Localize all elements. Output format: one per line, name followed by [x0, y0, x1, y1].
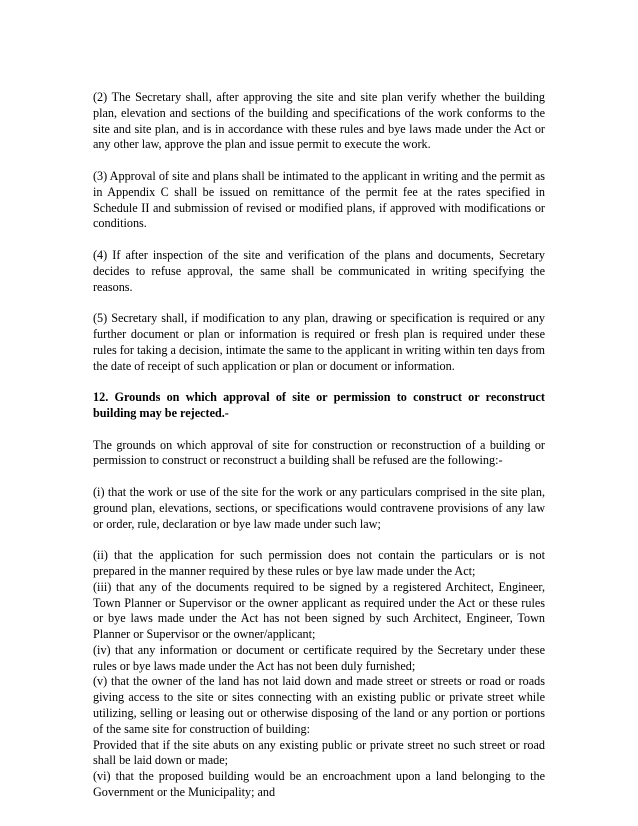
proviso: Provided that if the site abuts on any existing public or private street no such street or road shall be laid down or made;: [93, 737, 545, 768]
ground-iv: (iv) that any information or document or certificate required by the Secretary under these rules or bye laws made under the Act has not been duly furnished;: [93, 642, 545, 673]
ground-v: (v) that the owner of the land has not laid down and made street or streets or road or roads giving access to the site or sites connecting with an existing public or private street while utilizing, selling or leasing out or otherwise disposing of the land or any portion or portions of the same site for construction of building:: [93, 674, 545, 736]
section-heading: 12. Grounds on which approval of site or permission to construct or reconstruct building may be rejected.-: [93, 390, 545, 420]
paragraph-5: (5) Secretary shall, if modification to any plan, drawing or specification is required or any further document or plan or information is required or fresh plan is required under these rules for taking a decision, intimate the same to the applicant in writing within ten days from the date of receipt of such application or plan or document or information.: [93, 311, 545, 373]
document-page: [93, 90, 545, 801]
ground-vi: (vi) that the proposed building would be an encroachment upon a land belonging to the Government or the Municipality; and: [93, 769, 545, 800]
ground-ii: (ii) that the application for such permission does not contain the particulars or is not prepared in the manner required by these rules or bye law made under the Act;: [93, 548, 545, 578]
section-intro: The grounds on which approval of site for construction or reconstruction of a building or permission to construct or reconstruct a building shall be refused are the following:-: [93, 437, 545, 468]
grounds-list: [93, 548, 545, 801]
paragraph-4: (4) If after inspection of the site and verification of the plans and documents, Secretary decides to refuse approval, the same shall be communicated in writing specifying the reasons.: [93, 247, 545, 294]
ground-i: (i) that the work or use of the site for the work or any particulars comprised in the site plan, ground plan, elevations, sections, or specifications would contravene provisions of any law or order, rule, declaration or bye law made under such law;: [93, 484, 545, 531]
paragraph-2: (2) The Secretary shall, after approving the site and site plan verify whether the building plan, elevation and sections of the building and specifications of the work conforms to the site and site plan, and is in accordance with these rules and bye laws made under the Act or any other law, approve the plan and issue permit to execute the work.: [93, 90, 545, 152]
ground-iii: (iii) that any of the documents required to be signed by a registered Architect, Engineer, Town Planner or Supervisor or the owner applicant as required under the Act or these rules or bye laws made under the Act has not been signed by such Architect, Engineer, Town Planner or Supervisor or the owner/applicant;: [93, 579, 545, 642]
paragraph-3: (3) Approval of site and plans shall be intimated to the applicant in writing and the permit as in Appendix C shall be issued on remittance of the permit fee at the rates specified in Schedule II and submission of revised or modified plans, if approved with modifications or conditions.: [93, 168, 545, 231]
